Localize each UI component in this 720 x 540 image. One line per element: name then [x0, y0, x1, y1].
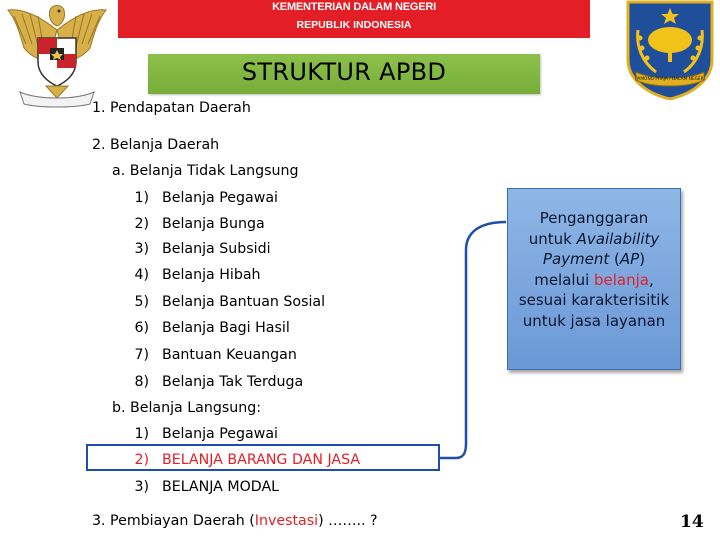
callout-text: Penganggaran untuk Availability Payment (AP) melalui belanja, sesuai karakterisitik untuk jasa layanan: [518, 209, 670, 330]
page-title: STRUKTUR APBD: [241, 58, 447, 86]
outline-item-belanja-tidak-langsung: a. Belanja Tidak Langsung: [112, 163, 299, 179]
outline-item-belanja-langsung: b. Belanja Langsung:: [112, 400, 262, 416]
outline-item-pendapatan: 1. Pendapatan Daerah: [92, 100, 251, 116]
highlight-box: [86, 444, 440, 471]
ministry-name: KEMENTERIAN DALAM NEGERI: [272, 1, 436, 13]
page-number: 14: [680, 512, 704, 532]
garuda-emblem-icon: [2, 0, 112, 108]
outline-item-belanja-daerah: 2. Belanja Daerah: [92, 137, 220, 153]
investasi-highlight: Investasi: [254, 513, 319, 529]
kemendagri-emblem-icon: [622, 0, 718, 100]
country-name: REPUBLIK INDONESIA: [296, 19, 412, 31]
outline-item-pembiayaan: 3. Pembiayan Daerah (Investasi) …….. ?: [92, 513, 378, 529]
emblem-ribbon-text: PAMONG PRAJA / DALAM NEGERI: [635, 77, 705, 82]
